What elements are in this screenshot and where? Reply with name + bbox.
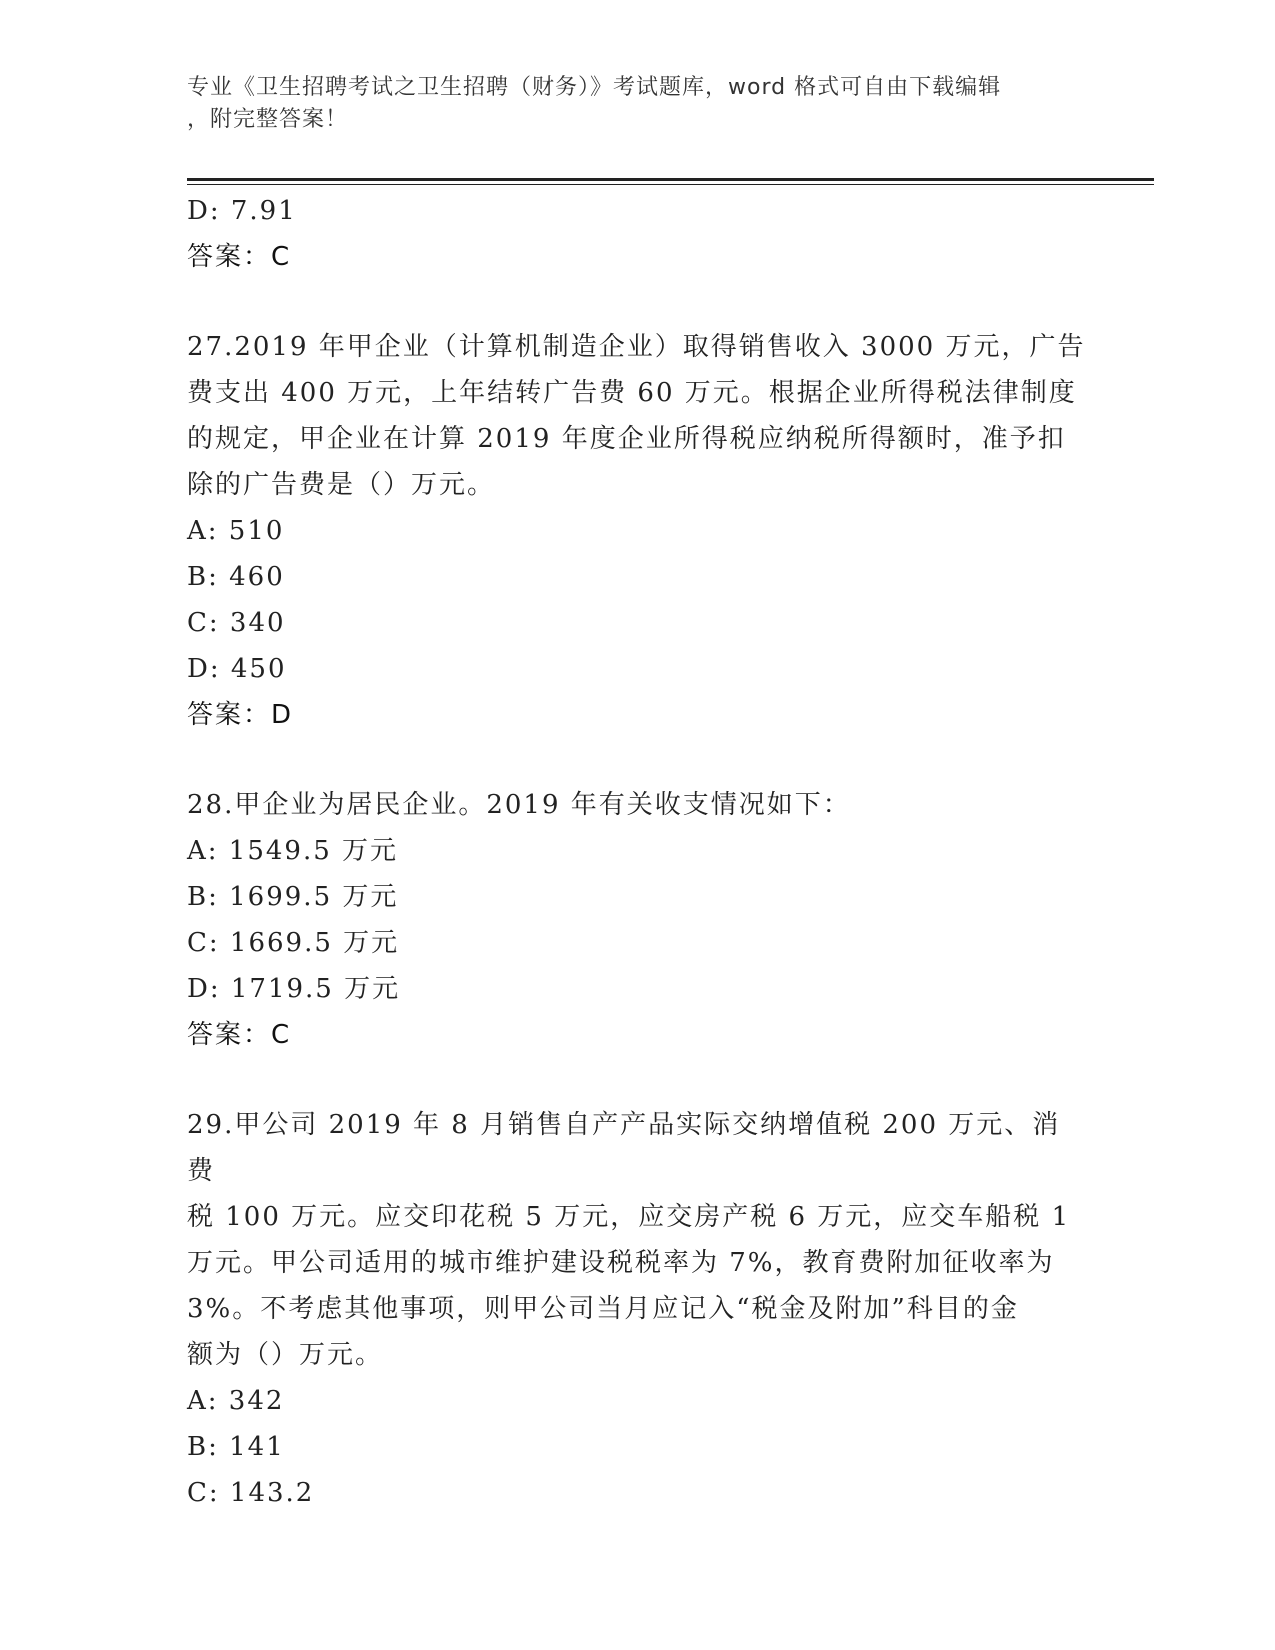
stem-line: 万元。甲公司适用的城市维护建设税税率为 7%，教育费附加征收率为 xyxy=(187,1248,1055,1278)
question-27 xyxy=(187,324,1087,738)
option-c: C: 1669.5 万元 xyxy=(187,928,400,958)
previous-question-tail xyxy=(187,188,1087,280)
question-stem xyxy=(187,1102,1087,1378)
option-d: D: 1719.5 万元 xyxy=(187,974,401,1004)
option-c: C: 340 xyxy=(187,608,286,638)
option-a: A: 510 xyxy=(187,516,285,546)
question-28 xyxy=(187,782,1087,1058)
answer-line: 答案：C xyxy=(187,242,292,272)
option-b: B: 460 xyxy=(187,562,285,592)
answer-line: 答案：C xyxy=(187,1020,292,1050)
stem-line: 税 100 万元。应交印花税 5 万元，应交房产税 6 万元，应交车船税 1 xyxy=(187,1202,1071,1232)
question-29 xyxy=(187,1102,1087,1516)
stem-line: 额为（）万元。 xyxy=(187,1340,384,1370)
stem-line: 3%。不考虑其他事项，则甲公司当月应记入“税金及附加”科目的金 xyxy=(187,1294,1019,1324)
option-b: B: 141 xyxy=(187,1432,285,1462)
stem-line: 27.2019 年甲企业（计算机制造企业）取得销售收入 3000 万元，广告 xyxy=(187,332,1086,362)
stem-line: 除的广告费是（）万元。 xyxy=(187,470,496,500)
stem-line: 28.甲企业为居民企业。2019 年有关收支情况如下： xyxy=(187,790,851,820)
header-line-1: 专业《卫生招聘考试之卫生招聘（财务）》考试题库，word 格式可自由下载编辑 xyxy=(187,75,1002,100)
option-c: C: 143.2 xyxy=(187,1478,315,1508)
document-header xyxy=(187,72,1087,136)
header-divider-thin xyxy=(187,184,1154,185)
header-line-2: ，附完整答案！ xyxy=(187,107,349,132)
question-stem xyxy=(187,324,1087,508)
stem-line: 29.甲公司 2019 年 8 月销售自产产品实际交纳增值税 200 万元、消费 xyxy=(187,1110,1061,1186)
option-b: B: 1699.5 万元 xyxy=(187,882,399,912)
document-body xyxy=(187,188,1087,1516)
question-stem xyxy=(187,782,1087,828)
header-divider-thick xyxy=(187,178,1154,181)
option-d: D: 450 xyxy=(187,654,287,684)
stem-line: 的规定，甲企业在计算 2019 年度企业所得税应纳税所得额时，准予扣 xyxy=(187,424,1066,454)
answer-line: 答案：D xyxy=(187,700,294,730)
option-a: A: 342 xyxy=(187,1386,285,1416)
stem-line: 费支出 400 万元，上年结转广告费 60 万元。根据企业所得税法律制度 xyxy=(187,378,1077,408)
option-d: D: 7.91 xyxy=(187,196,297,226)
option-a: A: 1549.5 万元 xyxy=(187,836,399,866)
